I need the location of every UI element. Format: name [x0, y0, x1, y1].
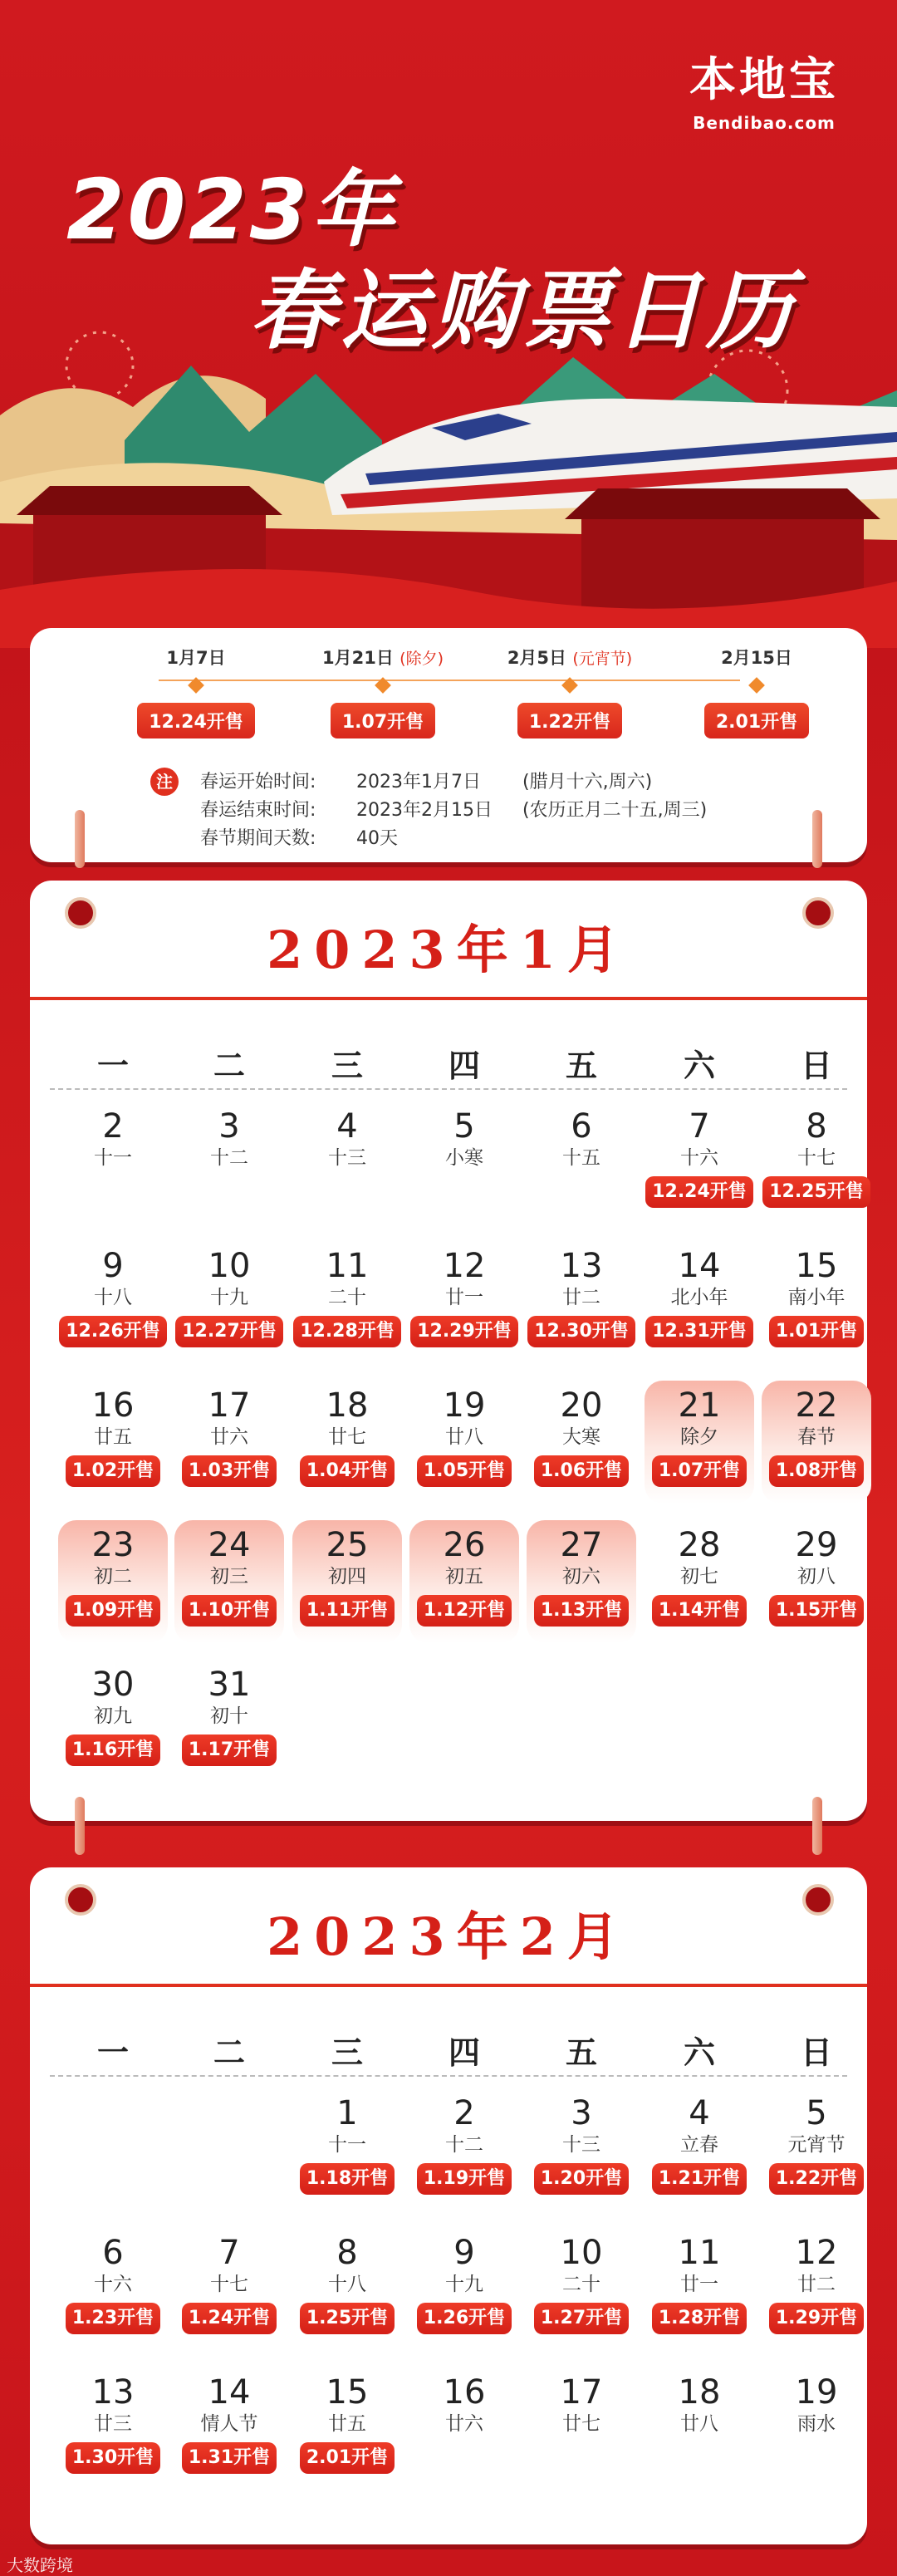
sale-date-badge: 12.28开售 [293, 1316, 401, 1347]
day-number: 5 [453, 1107, 475, 1146]
day-number: 19 [443, 1386, 486, 1425]
calendar-day[interactable] [58, 1520, 168, 1643]
lunar-label: 大寒 [562, 1426, 600, 1448]
lunar-label: 初三 [210, 1566, 248, 1587]
sale-date-badge: 1.03开售 [182, 1455, 277, 1487]
weekday-label: 五 [565, 2034, 597, 2071]
sale-date-badge: 1.16开售 [66, 1735, 160, 1766]
sale-date-badge: 12.31开售 [645, 1316, 753, 1347]
lunar-label: 廿八 [680, 2413, 718, 2435]
calendar-day[interactable] [409, 1520, 519, 1643]
lunar-label: 初十 [210, 1705, 248, 1727]
lunar-label: 初四 [328, 1566, 366, 1587]
calendar-day[interactable] [527, 2088, 636, 2211]
sale-date-badge: 1.27开售 [534, 2303, 629, 2334]
day-number: 16 [443, 2373, 486, 2412]
lunar-label: 十九 [445, 2274, 483, 2295]
day-number: 7 [689, 1107, 710, 1146]
lunar-label: 十一 [94, 1147, 132, 1169]
lunar-label: 廿二 [797, 2274, 836, 2295]
calendar-day[interactable] [409, 1241, 519, 1364]
calendar-day[interactable] [409, 2367, 519, 2490]
sale-date-badge: 1.22开售 [769, 2163, 864, 2195]
binder-ring [65, 897, 96, 929]
calendar-day[interactable] [527, 1381, 636, 1504]
sale-date-badge: 1.04开售 [300, 1455, 395, 1487]
sale-date-badge: 1.02开售 [66, 1455, 160, 1487]
sale-date-badge: 1.26开售 [417, 2303, 512, 2334]
title-divider [30, 997, 867, 1000]
sale-date-badge: 1.30开售 [66, 2442, 160, 2474]
day-number: 1 [336, 2094, 358, 2132]
day-number: 30 [91, 1666, 135, 1704]
calendar-day[interactable] [409, 2228, 519, 2351]
weekday-label: 五 [565, 1048, 597, 1084]
sale-date-badge: 1.09开售 [66, 1595, 160, 1627]
calendar-day[interactable] [527, 1241, 636, 1364]
calendar-day[interactable] [645, 1381, 754, 1504]
note-icon: 注 [150, 768, 179, 796]
sale-date-badge: 1.17开售 [182, 1735, 277, 1766]
day-number: 23 [91, 1526, 135, 1564]
day-number: 19 [795, 2373, 838, 2412]
day-number: 12 [443, 1247, 486, 1285]
calendar-title: 2023年2月 [267, 1906, 630, 1967]
calendar-day[interactable] [292, 1102, 402, 1224]
day-number: 9 [102, 1247, 124, 1285]
sale-date-badge: 1.31开售 [182, 2442, 277, 2474]
weekday-divider [50, 2075, 847, 2077]
lunar-label: 廿五 [328, 2413, 366, 2435]
sale-date-badge: 1.20开售 [534, 2163, 629, 2195]
sale-date-badge: 1.08开售 [769, 1455, 864, 1487]
note-key: 春运结束时间: [200, 800, 316, 821]
calendar-day[interactable] [292, 1520, 402, 1643]
lunar-label: 春节 [797, 1426, 836, 1448]
note-row [200, 768, 652, 793]
calendar-day[interactable] [292, 1241, 402, 1364]
calendar-day[interactable] [174, 1102, 284, 1224]
lunar-label: 廿七 [562, 2413, 600, 2435]
lunar-label: 廿六 [445, 2413, 483, 2435]
day-number: 18 [326, 1386, 369, 1425]
day-number: 12 [795, 2234, 838, 2272]
sale-date-badge: 12.27开售 [175, 1316, 283, 1347]
day-number: 17 [560, 2373, 603, 2412]
weekday-label: 三 [331, 1048, 363, 1084]
logo-cn: 本地宝 [689, 52, 839, 107]
calendar-day[interactable] [174, 1660, 284, 1783]
lunar-label: 廿一 [445, 1287, 483, 1308]
day-number: 6 [571, 1107, 592, 1146]
day-number: 4 [336, 1107, 358, 1146]
lunar-label: 十八 [328, 2274, 366, 2295]
day-number: 26 [443, 1526, 486, 1564]
lunar-label: 廿八 [445, 1426, 483, 1448]
calendar-day[interactable] [58, 2228, 168, 2351]
calendar-day[interactable] [645, 1241, 754, 1364]
lunar-label: 廿五 [94, 1426, 132, 1448]
binder-rod [812, 1797, 822, 1855]
timeline-extra: (元宵节) [572, 650, 633, 668]
calendar-day[interactable] [645, 2088, 754, 2211]
weekday-label: 六 [683, 1048, 715, 1084]
timeline-item [312, 645, 453, 738]
calendar-day[interactable] [58, 1241, 168, 1364]
weekday-label: 四 [448, 1048, 480, 1084]
lunar-label: 小寒 [445, 1147, 483, 1169]
hero-banner [0, 0, 897, 648]
sale-date-badge: 1.18开售 [300, 2163, 395, 2195]
calendar-day[interactable] [762, 2088, 871, 2211]
day-number: 5 [806, 2094, 827, 2132]
sale-date-badge: 1.10开售 [182, 1595, 277, 1627]
lunar-label: 十七 [210, 2274, 248, 2295]
weekday-label: 一 [96, 1048, 129, 1084]
lunar-label: 初五 [445, 1566, 483, 1587]
day-number: 13 [560, 1247, 603, 1285]
sale-date-badge: 1.07开售 [652, 1455, 747, 1487]
sale-date-badge: 1.05开售 [417, 1455, 512, 1487]
calendar-day[interactable] [292, 2088, 402, 2211]
calendar-day[interactable] [527, 2367, 636, 2490]
day-number: 3 [218, 1107, 240, 1146]
weekday-label: 六 [683, 2034, 715, 2071]
note-value: 2023年1月7日 [356, 772, 481, 792]
day-number: 2 [453, 2094, 475, 2132]
sale-date-badge: 1.12开售 [417, 1595, 512, 1627]
calendar-day[interactable] [58, 1660, 168, 1783]
day-number: 2 [102, 1107, 124, 1146]
calendar-day[interactable] [292, 2228, 402, 2351]
day-number: 20 [560, 1386, 603, 1425]
calendar-day[interactable] [762, 1381, 871, 1504]
note-value: 40天 [356, 828, 398, 849]
day-number: 6 [102, 2234, 124, 2272]
lunar-label: 十二 [445, 2134, 483, 2156]
lunar-label: 廿一 [680, 2274, 718, 2295]
day-number: 13 [91, 2373, 135, 2412]
sale-date-badge: 12.25开售 [762, 1176, 870, 1208]
calendar-day[interactable] [645, 1102, 754, 1224]
day-number: 25 [326, 1526, 369, 1564]
diamond-icon [188, 677, 204, 694]
sale-date-badge: 12.30开售 [527, 1316, 635, 1347]
calendar-day[interactable] [645, 2228, 754, 2351]
note-extra: (腊月十六,周六) [522, 772, 653, 792]
train-scenery-illustration [0, 316, 897, 648]
day-number: 14 [208, 2373, 251, 2412]
day-number: 17 [208, 1386, 251, 1425]
calendar-day[interactable] [762, 1520, 871, 1643]
lunar-label: 初八 [797, 1566, 836, 1587]
sale-badge: 1.07开售 [331, 703, 435, 738]
calendar-day[interactable] [409, 1102, 519, 1224]
title-divider [30, 1984, 867, 1987]
timeline-item [125, 645, 267, 738]
lunar-label: 十九 [210, 1287, 248, 1308]
sale-date-badge: 1.11开售 [300, 1595, 395, 1627]
note-key: 春运开始时间: [200, 772, 316, 792]
note-value: 2023年2月15日 [356, 800, 493, 821]
weekday-label: 二 [213, 1048, 245, 1084]
lunar-label: 十三 [562, 2134, 600, 2156]
day-number: 9 [453, 2234, 475, 2272]
day-number: 8 [806, 1107, 827, 1146]
day-number: 7 [218, 2234, 240, 2272]
timeline-date: 1月7日 [166, 648, 226, 668]
day-number: 22 [795, 1386, 838, 1425]
binder-rod [75, 1797, 85, 1855]
logo-en: Bendibao.com [693, 113, 836, 133]
lunar-label: 十三 [328, 1147, 366, 1169]
day-number: 24 [208, 1526, 251, 1564]
day-number: 10 [208, 1247, 251, 1285]
title-year: 2023年 [66, 161, 398, 258]
calendar-day[interactable] [174, 1520, 284, 1643]
calendar-day[interactable] [762, 2228, 871, 2351]
sale-date-badge: 1.23开售 [66, 2303, 160, 2334]
binder-rod [75, 810, 85, 868]
sale-date-badge: 1.19开售 [417, 2163, 512, 2195]
weekday-divider [50, 1088, 847, 1090]
calendar-january [30, 881, 867, 1821]
day-number: 3 [571, 2094, 592, 2132]
sale-date-badge: 1.13开售 [534, 1595, 629, 1627]
weekday-label: 四 [448, 2034, 480, 2071]
weekday-label: 二 [213, 2034, 245, 2071]
lunar-label: 十一 [328, 2134, 366, 2156]
day-number: 11 [326, 1247, 369, 1285]
day-number: 29 [795, 1526, 838, 1564]
lunar-label: 初六 [562, 1566, 600, 1587]
day-number: 16 [91, 1386, 135, 1425]
lunar-label: 初九 [94, 1705, 132, 1727]
diamond-icon [748, 677, 765, 694]
calendar-day[interactable] [174, 1381, 284, 1504]
binder-ring [802, 897, 834, 929]
sale-date-badge: 1.15开售 [769, 1595, 864, 1627]
day-number: 8 [336, 2234, 358, 2272]
day-number: 28 [678, 1526, 721, 1564]
lunar-label: 二十 [328, 1287, 366, 1308]
lunar-label: 廿六 [210, 1426, 248, 1448]
sale-date-badge: 2.01开售 [300, 2442, 395, 2474]
note-extra: (农历正月二十五,周三) [522, 800, 708, 821]
day-number: 27 [560, 1526, 603, 1564]
sale-badge: 2.01开售 [704, 703, 809, 738]
calendar-day[interactable] [762, 1241, 871, 1364]
timeline-item [686, 645, 827, 738]
day-number: 18 [678, 2373, 721, 2412]
calendar-february [30, 1867, 867, 2544]
calendar-day[interactable] [292, 1381, 402, 1504]
lunar-label: 十六 [94, 2274, 132, 2295]
day-number: 31 [208, 1666, 251, 1704]
calendar-day[interactable] [527, 1520, 636, 1643]
lunar-label: 十五 [562, 1147, 600, 1169]
bendibao-logo [689, 43, 839, 133]
calendar-day[interactable] [174, 2367, 284, 2490]
sale-date-badge: 1.06开售 [534, 1455, 629, 1487]
calendar-day[interactable] [409, 1381, 519, 1504]
calendar-day[interactable] [58, 1381, 168, 1504]
binder-ring [65, 1884, 96, 1916]
weekday-label: 三 [331, 2034, 363, 2071]
day-number: 11 [678, 2234, 721, 2272]
sale-date-badge: 12.24开售 [645, 1176, 753, 1208]
lunar-label: 除夕 [680, 1426, 718, 1448]
lunar-label: 元宵节 [787, 2134, 846, 2156]
sale-badge: 1.22开售 [517, 703, 622, 738]
calendar-day[interactable] [645, 2367, 754, 2490]
lunar-label: 十七 [797, 1147, 836, 1169]
lunar-label: 十六 [680, 1147, 718, 1169]
lunar-label: 十八 [94, 1287, 132, 1308]
lunar-label: 廿三 [94, 2413, 132, 2435]
info-card [30, 628, 867, 862]
diamond-icon [561, 677, 578, 694]
day-number: 21 [678, 1386, 721, 1425]
calendar-day[interactable] [174, 2228, 284, 2351]
sale-date-badge: 1.24开售 [182, 2303, 277, 2334]
calendar-day[interactable] [645, 1520, 754, 1643]
weekday-label: 日 [800, 1048, 832, 1084]
calendar-day[interactable] [58, 2367, 168, 2490]
calendar-day[interactable] [409, 2088, 519, 2211]
calendar-day[interactable] [527, 2228, 636, 2351]
sale-date-badge: 12.29开售 [410, 1316, 518, 1347]
calendar-day[interactable] [762, 1102, 871, 1224]
binder-rod [812, 810, 822, 868]
note-row [200, 824, 522, 850]
lunar-label: 初二 [94, 1566, 132, 1587]
lunar-label: 立春 [680, 2134, 718, 2156]
day-number: 10 [560, 2234, 603, 2272]
sale-date-badge: 1.14开售 [652, 1595, 747, 1627]
sale-date-badge: 1.29开售 [769, 2303, 864, 2334]
lunar-label: 初七 [680, 1566, 718, 1587]
lunar-label: 廿二 [562, 1287, 600, 1308]
timeline-date: 2月5日 [507, 648, 567, 668]
timeline-date: 1月21日 [322, 648, 394, 668]
weekday-label: 日 [800, 2034, 832, 2071]
timeline-item [499, 645, 640, 738]
calendar-day[interactable] [292, 2367, 402, 2490]
sale-date-badge: 12.26开售 [59, 1316, 167, 1347]
calendar-title: 2023年1月 [267, 920, 630, 980]
lunar-label: 雨水 [797, 2413, 836, 2435]
calendar-day[interactable] [58, 1102, 168, 1224]
diamond-icon [375, 677, 391, 694]
watermark-text: 大数跨境 [7, 2555, 73, 2575]
calendar-day[interactable] [527, 1102, 636, 1224]
title-main: 春运购票日历 [249, 260, 798, 361]
day-number: 4 [689, 2094, 710, 2132]
binder-ring [802, 1884, 834, 1916]
sale-date-badge: 1.01开售 [769, 1316, 864, 1347]
note-row [200, 796, 707, 822]
sale-date-badge: 1.28开售 [652, 2303, 747, 2334]
day-number: 14 [678, 1247, 721, 1285]
lunar-label: 廿七 [328, 1426, 366, 1448]
note-key: 春节期间天数: [200, 828, 316, 849]
day-number: 15 [326, 2373, 369, 2412]
timeline-extra: (除夕) [399, 650, 444, 668]
sale-badge: 12.24开售 [137, 703, 255, 738]
sale-date-badge: 1.21开售 [652, 2163, 747, 2195]
calendar-day[interactable] [762, 2367, 871, 2490]
timeline-date: 2月15日 [721, 648, 792, 668]
lunar-label: 十二 [210, 1147, 248, 1169]
sale-date-badge: 1.25开售 [300, 2303, 395, 2334]
lunar-label: 情人节 [200, 2413, 258, 2435]
calendar-day[interactable] [174, 1241, 284, 1364]
day-number: 15 [795, 1247, 838, 1285]
lunar-label: 二十 [562, 2274, 600, 2295]
weekday-label: 一 [96, 2034, 129, 2071]
lunar-label: 南小年 [787, 1287, 846, 1308]
lunar-label: 北小年 [670, 1287, 728, 1308]
